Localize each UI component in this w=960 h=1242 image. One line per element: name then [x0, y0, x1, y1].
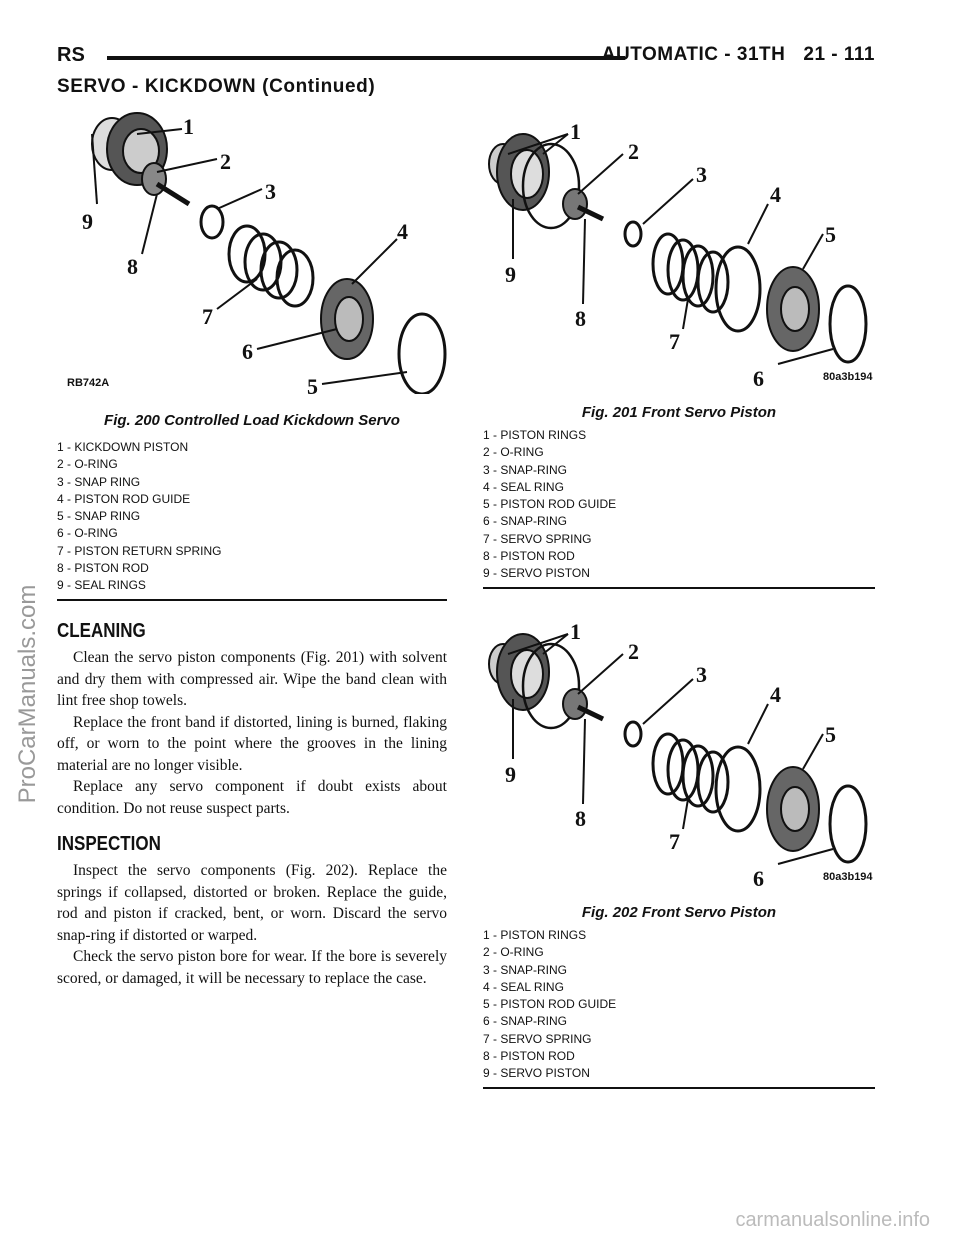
inspection-paragraph-2: Check the servo piston bore for wear. If the bore is severely scored, or damaged, it will be necessary to replace the case. — [57, 948, 447, 987]
fig202-rule — [483, 1087, 875, 1089]
fig201-caption: Fig. 201 Front Servo Piston — [581, 404, 777, 421]
fig200-callout-1: 1 — [183, 114, 194, 139]
legend-item: 9 - SERVO PISTON — [483, 1066, 590, 1081]
fig201-callout-8: 8 — [575, 306, 586, 331]
fig201-callout-1: 1 — [570, 119, 581, 144]
legend-item: 1 - PISTON RINGS — [483, 428, 587, 442]
inspection-paragraph-1: Inspect the servo components (Fig. 202). Replace the springs if collapsed, distorted or broken. Replace the guide, rod and piston if cracked, bent, or worn. Discard the servo snap-ring if distorted or warped. — [57, 862, 447, 944]
fig200-callout-6: 6 — [242, 339, 253, 364]
header-model: RS — [57, 44, 85, 66]
figure-202 — [483, 604, 875, 1089]
fig201-callout-9: 9 — [505, 262, 516, 287]
legend-item: 7 - SERVO SPRING — [483, 1031, 592, 1046]
fig201-rule — [483, 587, 875, 589]
legend-item: 1 - PISTON RINGS — [483, 928, 587, 942]
legend-item: 9 - SEAL RINGS — [57, 578, 146, 593]
fig201-callout-3: 3 — [696, 162, 707, 187]
header-page-number: 21 - 111 — [803, 44, 875, 65]
fig201-callout-6: 6 — [753, 366, 764, 390]
legend-item: 5 - PISTON ROD GUIDE — [483, 997, 617, 1012]
figure-200 — [57, 104, 447, 601]
fig201-callout-2: 2 — [628, 139, 639, 164]
fig200-code: RB742A — [67, 377, 110, 389]
fig200-callout-3: 3 — [265, 179, 276, 204]
section-title: SERVO - KICKDOWN (Continued) — [57, 76, 376, 97]
figure-201 — [483, 104, 875, 589]
cleaning-heading: CLEANING — [57, 620, 146, 642]
fig202-legend — [483, 927, 875, 1083]
legend-item: 8 - PISTON ROD — [483, 1049, 575, 1064]
fig202-illustration — [483, 604, 875, 890]
fig202-callout-6: 6 — [753, 866, 764, 890]
legend-item: 3 - SNAP-RING — [483, 462, 568, 477]
page-header — [57, 44, 875, 74]
fig200-callout-7: 7 — [202, 304, 213, 329]
fig200-callout-5: 5 — [307, 374, 318, 394]
fig200-caption: Fig. 200 Controlled Load Kickdown Servo — [104, 412, 400, 429]
fig202-caption: Fig. 202 Front Servo Piston — [581, 904, 777, 921]
fig200-callout-2: 2 — [220, 149, 231, 174]
fig202-callout-8: 8 — [575, 806, 586, 831]
fig202-callout-9: 9 — [505, 762, 516, 787]
fig200-legend — [57, 439, 447, 595]
legend-item: 6 - O-RING — [57, 526, 118, 541]
fig202-callout-2: 2 — [628, 639, 639, 664]
fig202-code: 80a3b194 — [823, 871, 873, 883]
fig200-illustration — [57, 104, 447, 394]
fig201-code: 80a3b194 — [823, 371, 873, 383]
legend-item: 3 - SNAP RING — [57, 474, 141, 489]
body-text — [57, 620, 447, 989]
fig202-callout-4: 4 — [770, 682, 781, 707]
fig202-callout-3: 3 — [696, 662, 707, 687]
legend-item: 8 - PISTON ROD — [57, 561, 149, 576]
side-watermark-text: ProCarManuals.com — [14, 584, 41, 804]
legend-item: 5 - SNAP RING — [57, 509, 141, 524]
legend-item: 7 - PISTON RETURN SPRING — [57, 543, 222, 558]
legend-item: 2 - O-RING — [483, 945, 544, 960]
fig200-callout-9: 9 — [82, 209, 93, 234]
legend-item: 6 - SNAP-RING — [483, 1014, 568, 1029]
legend-item: 7 - SERVO SPRING — [483, 531, 592, 546]
fig202-callout-7: 7 — [669, 829, 680, 854]
legend-item: 5 - PISTON ROD GUIDE — [483, 497, 617, 512]
header-section: AUTOMATIC - 31TH — [601, 44, 786, 65]
legend-item: 4 - SEAL RING — [483, 979, 564, 994]
fig200-callout-8: 8 — [127, 254, 138, 279]
fig201-illustration — [483, 104, 875, 390]
legend-item: 9 - SERVO PISTON — [483, 566, 590, 581]
fig201-callout-5: 5 — [825, 222, 836, 247]
cleaning-paragraph-3: Replace any servo component if doubt exists about condition. Do not reuse suspect parts. — [57, 778, 447, 817]
header-rule — [107, 56, 625, 60]
legend-item: 4 - PISTON ROD GUIDE — [57, 491, 191, 506]
header-right — [584, 44, 875, 66]
fig201-legend — [483, 427, 875, 583]
fig202-callout-5: 5 — [825, 722, 836, 747]
side-watermark — [8, 500, 48, 900]
legend-item: 4 - SEAL RING — [483, 479, 564, 494]
fig201-callout-7: 7 — [669, 329, 680, 354]
legend-item: 6 - SNAP-RING — [483, 514, 568, 529]
cleaning-paragraph-2: Replace the front band if distorted, lining is burned, flaking off, or worn to the point where the grooves in the lining material are no longer visible. — [57, 713, 447, 774]
legend-item: 2 - O-RING — [483, 445, 544, 460]
cleaning-paragraph-1: Clean the servo piston components (Fig. 201) with solvent and dry them with compressed air. Wipe the band clean with lint free shop towels. — [57, 649, 447, 709]
legend-item: 3 - SNAP-RING — [483, 962, 568, 977]
legend-item: 8 - PISTON ROD — [483, 549, 575, 564]
fig200-rule — [57, 599, 447, 601]
bottom-watermark: carmanualsonline.info — [735, 1209, 930, 1231]
fig200-callout-4: 4 — [397, 219, 408, 244]
legend-item: 1 - KICKDOWN PISTON — [57, 440, 189, 454]
legend-item: 2 - O-RING — [57, 457, 118, 472]
fig202-callout-1: 1 — [570, 619, 581, 644]
inspection-heading: INSPECTION — [57, 833, 161, 855]
fig201-callout-4: 4 — [770, 182, 781, 207]
